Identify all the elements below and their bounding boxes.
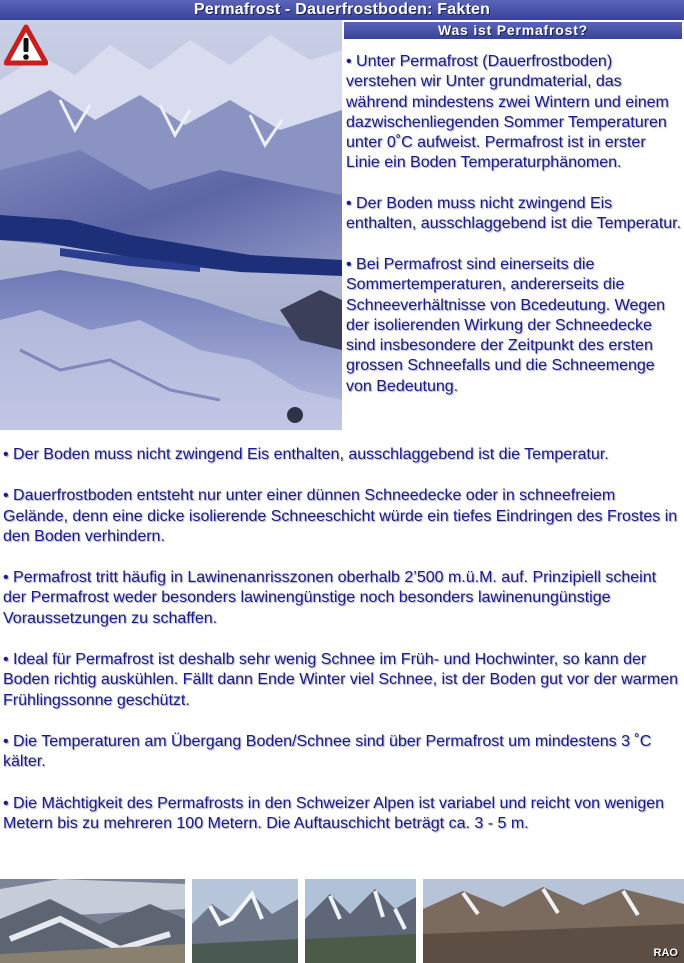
- credit-label: RAO: [653, 947, 678, 959]
- mountain-photo-3: [305, 879, 416, 963]
- hero-mountain-photo: [0, 20, 342, 430]
- intro-text-block: [346, 52, 682, 397]
- mountain-photo-1: [0, 879, 185, 963]
- body-paragraph: • Die Temperaturen am Übergang Boden/Schnee sind über Permafrost um mindestens 3 ˚C kälter.: [3, 732, 652, 771]
- mountain-photo-2: [192, 879, 298, 963]
- intro-paragraph: • Bei Permafrost sind einerseits die Sommertemperaturen, andererseits die Schneeverhältnisse von Bcedeutung. Wegen der isolierenden Wirkung der Schneedecke sind insbesondere der Zeitpunkt des ersten grossen Schneefalls und die Schneemenge von Bedeutung.: [346, 255, 666, 395]
- body-paragraph: • Ideal für Permafrost ist deshalb sehr wenig Schnee im Früh- und Hochwinter, so kann der Boden richtig auskühlen. Fällt dann Ende Winter viel Schnee, ist der Boden gut vor der warmen Frühlingssonne geschützt.: [3, 651, 679, 709]
- intro-paragraph: • Der Boden muss nicht zwingend Eis enthalten, ausschlaggebend ist die Temperatur.: [346, 195, 682, 233]
- intro-paragraph: • Unter Permafrost (Dauerfrostboden) verstehen wir Unter grundmaterial, das während mindestens zwei Wintern und einem dazwischenliegenden Sommer Temperaturen unter 0˚C aufweist. Permafrost ist in erster Linie ein Boden Temperaturphänomen.: [346, 53, 669, 172]
- section-title-bar: [344, 22, 682, 39]
- body-paragraph: • Permafrost tritt häufig in Lawinenanrisszonen oberhalb 2’500 m.ü.M. auf. Prinzipiell scheint der Permafrost weder besonders lawinengünstige noch besonders lawinenungünstige Voraussetzungen zu schaffen.: [3, 569, 657, 627]
- body-text-block: [3, 445, 683, 834]
- page-title: Permafrost - Dauerfrostboden: Fakten: [193, 1, 491, 18]
- section-title: Was ist Permafrost?: [437, 22, 589, 38]
- body-paragraph: • Der Boden muss nicht zwingend Eis enthalten, ausschlaggebend ist die Temperatur.: [3, 446, 609, 463]
- mountain-photo-4: [423, 879, 684, 963]
- body-paragraph: • Dauerfrostboden entsteht nur unter einer dünnen Schneedecke oder in schneefreiem Gelände, denn eine dicke isolierende Schneeschicht würde ein tiefes Eindringen des Frostes in den Boden verhindern.: [3, 487, 678, 545]
- warning-triangle-icon: [4, 24, 48, 68]
- page-title-bar: [0, 0, 684, 20]
- body-paragraph: • Die Mächtigkeit des Permafrosts in den Schweizer Alpen ist variabel und reicht von wenigen Metern bis zu mehreren 100 Metern. Die Auftauschicht beträgt ca. 3 - 5 m.: [3, 794, 665, 832]
